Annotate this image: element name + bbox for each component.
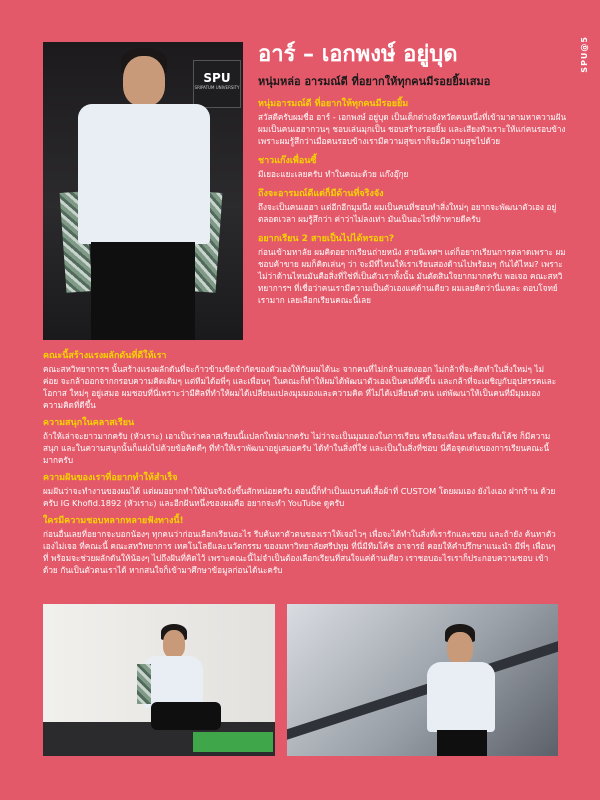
- magazine-side-mark: SPU@5: [580, 36, 589, 73]
- section-good-mood: [258, 98, 568, 147]
- section-heading: ชาวแก๊งเพื่อนซี้: [258, 156, 317, 166]
- section-body: คณะสหวิทยาการฯ นั้นสร้างแรงผลักดันที่จะก้าวข้ามขีดจำกัดของตัวเองให้กับผมได้นะ จากคนที่ไม่กล้าแสดงออก ไม่กล้าที่จะคิดทำในสิ่งใหม่ๆ ไม่ค่อย จะกล้าออกจากกรอบความคิดเดิมๆ แต่ทีมได้อพี่ๆ และเพื่อนๆ ในคณะก็ทำให้ผมได้พัฒนาตัวเองเป็นคนที่ดีขึ้น และกล้าที่จะเผชิญกับอุปสรรคและโอกาส ใหม่ๆ อยู่เสมอ ผมชอบที่นี่เพราะว่ามีศิลที่ทำให้ผมได้เปลี่ยนแปลงมุมมองและความคิด ที่ไม่ได้เปลี่ยนตัวตน แต่พัฒนาให้เป็นคนที่มีมุมมองความคิดที่ดีขึ้น: [43, 364, 557, 410]
- section-motivation: [43, 350, 558, 411]
- section-serious-side: [258, 188, 568, 225]
- article-subtitle: หนุ่มหล่อ อารมณ์ดี ที่อยากให้ทุกคนมีรอยยิ้มเสมอ: [258, 75, 491, 88]
- portrait-photo-main: [43, 42, 243, 340]
- section-heading: ใครมีความชอบหลากหลายฟังทางนี้!: [43, 516, 184, 526]
- section-heading: ความฝันของเราที่อยากทำให้สำเร็จ: [43, 473, 178, 483]
- right-column-text: [258, 98, 568, 314]
- article-header: [258, 40, 558, 90]
- section-heading: คณะนี้สร้างแรงผลักดันที่ดีให้เรา: [43, 351, 167, 361]
- section-body: ถ้าให้เล่าจะยาวมากครับ (หัวเราะ) เอาเป็นว่าคลาสเรียนนี้แปลกใหม่มากครับ ไม่ว่าจะเป็นมุมมองในการเรียน หรือจะเพื่อน หรือจะทีมโค้ช ก็มีความสนุก และในความสนุกนั้นก็แฝงไปด้วยข้อคิดดีๆ ที่ทำให้เราพัฒนาอยู่เสมอครับ ได้ทำในสิ่งที่ใช่ และเป็นในสิ่งที่ชอบ นี่คือจุดเด่นของการเรียนคณะนี้มากครับ: [43, 431, 551, 465]
- section-body: ผมฝันว่าจะทำงานของผมได้ แต่ผมอยากทำให้มันจริงจังขึ้นสักหน่อยครับ ตอนนี้ก็ทำเป็นแบรนด์เสื้อผ้าที่ CUSTOM โดยผมเอง ยังไงเอง ฝากร้าน ด้วยครับ IG Khofid.1892 (หัวเราะ) และอีกฝันหนึ่งของผมคือ อยากจะทำ YouTube ดูครับ: [43, 486, 556, 508]
- section-fun-class: [43, 417, 558, 466]
- section-body: สวัสดีครับผมชื่อ อาร์ - เอกพงษ์ อยู่บุด เป็นเด็กต่างจังหวัดคนหนึ่งที่เข้ามาตามหาความฝัน ผมเป็นคนเฮฮากวนๆ ชอบเล่นมุกเป็น ชอบสร้างรอยยิ้ม และเสียงหัวเราะให้แก่คนรอบข้าง เพราะผมรู้สึกว่าเมื่อคนรอบข้างเรามีความสุขเราก็จะมีความสุขไปด้วย: [258, 112, 567, 146]
- sign-small-text: SRIPATUM UNIVERSITY: [194, 85, 240, 90]
- section-dream: [43, 472, 558, 509]
- section-body: มีเยอะแยะเลยครับ ทำในคณะด้วย แก๊งอุ๊กุย: [258, 169, 409, 179]
- full-width-text: [43, 350, 558, 582]
- photo-escalator: [287, 604, 558, 756]
- section-advice: [43, 515, 558, 576]
- section-body: ถึงจะเป็นคนเฮฮา แต่อีกอีกมุมนึง ผมเป็นคนที่ชอบทำสิ่งใหม่ๆ อยากจะพัฒนาตัวเอง อยู่ตลอดเวลา ผมรู้สึกว่า ค่าว่าไม่ลงเท่า มันเป็นอะไรที่ท้าทายดีครับ: [258, 202, 557, 224]
- sign-brand: SPU: [203, 71, 231, 85]
- section-heading: หนุ่มอารมณ์ดี ที่อยากให้ทุกคนมีรอยยิ้ม: [258, 99, 409, 109]
- section-friends: [258, 155, 568, 180]
- section-body: ก่อนอื่นเลยที่อยากจะบอกน้องๆ ทุกคนว่าก่อนเลือกเรียนอะไร รีบค้นหาตัวตนของเราให้เจอไวๆ เพื่อจะได้ทำในสิ่งที่เรารักและชอบ และถ้ายัง ค้นหาตัว เองไม่เจอ ที่คณะนี้ คณะสหวิทยาการ เทคโนโลยีและนวัตกรรม ของมหาวิทยาลัยศรีปทุม ที่นี่มีทีมโค้ช อาจารย์ คอยให้คำปรึกษาแนะนำ มีพี่ๆ เพื่อนๆ ที่ พร้อมจะช่วยผลักดันให้น้องๆ ไปถึงฝันที่คิดไว้ เพราะคณะนี้ไม่จำเป็นต้องเลือกเรียนที่สนใจแค่ด้านเดียว เราชอบอะไรเราก็ประกอบความชอบ เข้าด้วย กันเป็นตัวตนเราได้ หากสนใจก็เข้ามาศึกษาข้อมูลก่อนได้นะครับ: [43, 529, 556, 575]
- section-body: ก่อนเข้ามหาลัย ผมคิดอยากเรียนถ่ายหนัง สายนิเทศฯ แต่ก็อยากเรียนการตลาดเพราะ ผมชอบค้าขาย ผมก็คิดเล่นๆ ว่า จะมีที่ไหนให้เราเรียนสองด้านไปพร้อมๆ กันได้ไหม? เพราะไม่ว่าด้านไหนมันคือสิ่งที่ใช่ที่เป็นตัวเราทั้งนั้น มันตัดสินใจยากมากครับ พอเจอ คณะสหวิทยาการฯ ที่เชื่อว่าคนเรามีความเป็นตัวเองแค่ด้านเดียว ผมเลยคิดว่านี่แหละ ตอบโจทย์เรามาก เลยเลือกเรียนคณะนี้เลย: [258, 247, 566, 305]
- section-heading: อยากเรียน 2 สายเป็นไปได้หรอยา?: [258, 234, 395, 244]
- student-figure: [43, 42, 243, 340]
- photo-sitting: [43, 604, 275, 756]
- article-title: อาร์ – เอกพงษ์ อยู่บุด: [258, 42, 458, 67]
- section-heading: ความสนุกในคลาสเรียน: [43, 418, 135, 428]
- section-two-majors: [258, 233, 568, 306]
- section-heading: ถึงจะอารมณ์ดีแต่ก็มีด้านที่จริงจัง: [258, 189, 384, 199]
